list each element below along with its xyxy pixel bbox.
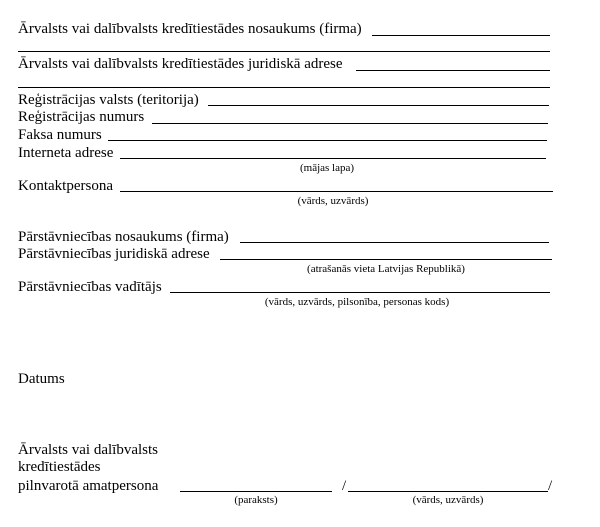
internet-address-line[interactable] [120,158,546,159]
rep-name-line[interactable] [240,242,549,243]
signature-name-line[interactable] [348,491,548,492]
rep-address-label: Pārstāvniecības juridiskā adrese [18,246,210,262]
rep-head-label: Pārstāvniecības vadītājs [18,279,162,295]
institution-address-label: Ārvalsts vai dalībvalsts kredītiestādes juridiskā adrese [18,56,343,72]
institution-address-line[interactable] [356,70,550,71]
registration-country-label: Reģistrācijas valsts (teritorija) [18,92,199,108]
homepage-hint: (mājas lapa) [299,162,355,174]
signature-line[interactable] [180,491,332,492]
rep-name-label: Pārstāvniecības nosaukums (firma) [18,229,229,245]
date-label: Datums [18,371,65,387]
fax-number-line[interactable] [108,140,547,141]
signatory-label-line3: pilnvarotā amatpersona [18,478,159,494]
slash-left: / [342,478,347,494]
rep-head-hint: (vārds, uzvārds, pilsonība, personas kods) [264,296,450,308]
institution-name-line[interactable] [372,35,550,36]
rep-address-line[interactable] [220,259,552,260]
signature-name-hint: (vārds, uzvārds) [412,494,484,506]
institution-address-line-2[interactable] [18,87,550,88]
slash-right: / [548,478,553,494]
registration-number-line[interactable] [152,123,548,124]
institution-name-label: Ārvalsts vai dalībvalsts kredītiestādes nosaukums (firma) [18,21,362,37]
contact-person-line[interactable] [120,191,553,192]
registration-number-label: Reģistrācijas numurs [18,109,145,125]
institution-name-line-2[interactable] [18,51,550,52]
signatory-label-line1: Ārvalsts vai dalībvalsts [18,442,158,458]
registration-country-line[interactable] [208,105,549,106]
rep-head-line[interactable] [170,292,550,293]
location-hint: (atrašanās vieta Latvijas Republikā) [307,263,465,275]
contact-name-hint: (vārds, uzvārds) [297,195,369,207]
signature-hint: (paraksts) [234,494,278,506]
fax-number-label: Faksa numurs [18,127,102,143]
signatory-label-line2: kredītiestādes [18,459,101,475]
contact-person-label: Kontaktpersona [18,178,113,194]
internet-address-label: Interneta adrese [18,145,114,161]
